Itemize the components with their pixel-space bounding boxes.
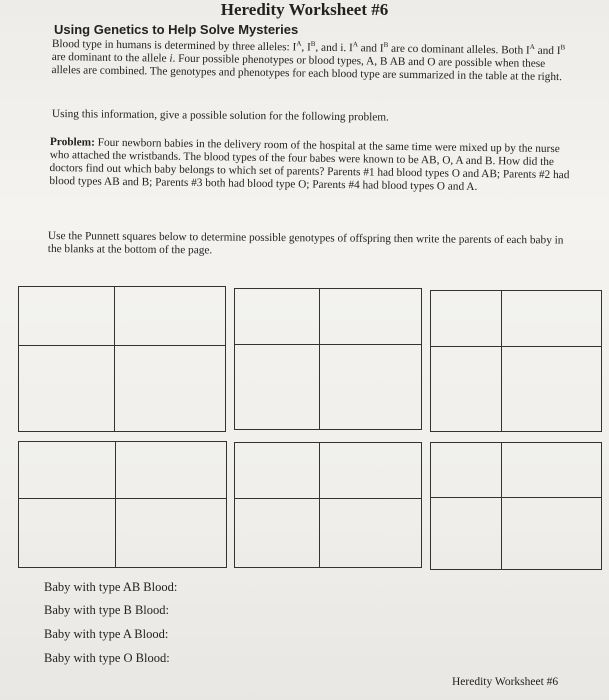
punnett-instruction: Use the Punnett squares below to determine possible genotypes of offspring then write the parents of each baby in the blanks at the bottom of the page. (47, 230, 564, 257)
punnett-square-1 (18, 286, 226, 432)
problem-label: Problem: (49, 136, 95, 149)
punnett-square-6 (430, 442, 602, 570)
blank-b: Baby with type B Blood: (44, 603, 169, 617)
punnett-square-2 (234, 288, 422, 430)
instruction-text: Using this information, give a possible solution for the following problem. (51, 108, 389, 124)
punnett-square-5 (234, 442, 422, 568)
page-footer: Heredity Worksheet #6 (452, 676, 559, 688)
intro-paragraph: Blood type in humans is determined by three alleles: $I^A$, $I^B$, and i. $I^A$ and $I^B$ are co dominant alleles. Both $I^A$ and $I^B$ are dominant to the allele i. Four possible phenotypes or blood types, A, B AB and O are possible when these alleles are combined. The genotypes and phenotypes for each blood type are summarized in the table at the right. (51, 38, 566, 84)
punnett-square-3 (430, 290, 602, 432)
punnett-square-4 (18, 441, 227, 568)
blank-ab: Baby with type AB Blood: (44, 580, 178, 594)
problem-paragraph: Problem: Four newborn babies in the delivery room of the hospital at the same time were mixed up by the nurse who attached the wristbands. The blood types of the four babes were known to be AB, O, A and B. How did the doctors find out which baby belongs to which set of parents? Parents #1 had blood types O and AB; Parents #2 had blood types AB and B; Parents #3 both had blood type O; Parents #4 had blood types O and A. (49, 136, 570, 193)
blank-a: Baby with type A Blood: (44, 627, 169, 641)
subtitle: Using Genetics to Help Solve Mysteries (54, 22, 299, 37)
page-title: Heredity Worksheet #6 (220, 0, 389, 19)
blank-o: Baby with type O Blood: (44, 651, 170, 665)
